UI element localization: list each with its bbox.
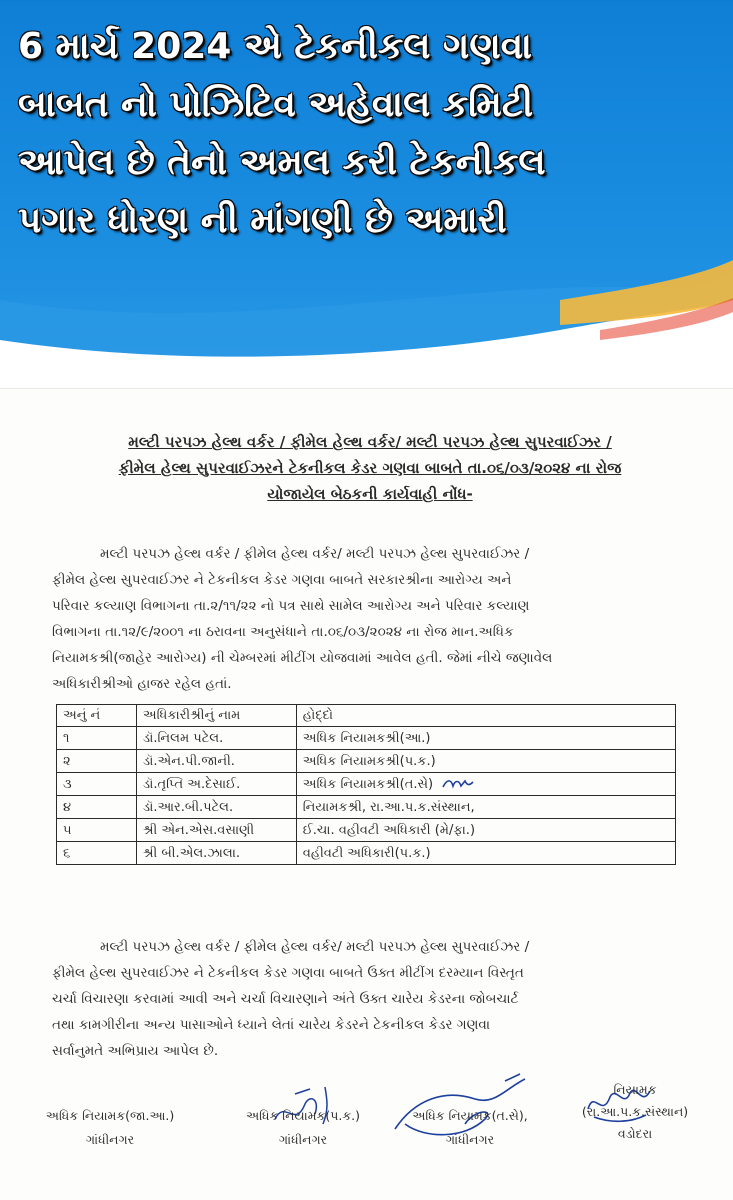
table-cell-designation-text: અધિક નિયામકશ્રી(ત.સે) <box>302 776 434 792</box>
signatory-title: નિયામક <box>613 1082 657 1097</box>
paragraph-line: નિયામકશ્રી(જાહેર આરોગ્ય) ની ચેમ્બરમાં મીટીંગ યોજવામાં આવેલ હતી. જેમાં નીચે જણાવેલ <box>52 650 553 666</box>
column-header-designation: હોદ્દો <box>296 705 675 727</box>
attendees-table <box>56 704 676 865</box>
document-title-line: યોજાયેલ બેઠકની કાર્યવાહી નોંધ- <box>267 485 473 503</box>
table-cell-serial: ૪ <box>57 796 137 819</box>
handwritten-initials <box>441 777 475 791</box>
headline-banner <box>0 0 733 400</box>
table-cell-name: શ્રી બી.એલ.ઝાલા. <box>136 842 296 865</box>
table-cell-serial: ૧ <box>57 727 137 750</box>
table-cell-name: ડૉ.આર.બી.પટેલ. <box>136 796 296 819</box>
headline-line: બાબત નો પોઝિટિવ અહેવાલ કમિટી <box>18 84 534 125</box>
table-cell-designation: વહીવટી અધિકારી(પ.ક.) <box>296 842 675 865</box>
signatory-place: ગાંધીનગર <box>445 1132 495 1147</box>
document-title-line: ફીમેલ હેલ્થ સુપરવાઈઝરને ટેકનીકલ કેડર ગણવા બાબતે તા.૦૬/૦૩/૨૦૨૪ ના રોજ <box>118 459 622 477</box>
column-header-serial: અનું નં <box>57 705 137 727</box>
paragraph-line: મલ્ટી પરપઝ હેલ્થ વર્કર / ફીમેલ હેલ્થ વર્કર/ મલ્ટી પરપઝ હેલ્થ સુપરવાઈઝર / <box>100 546 530 562</box>
signature-block-2 <box>228 1104 378 1152</box>
signature-block-1 <box>30 1104 190 1152</box>
headline-line: 6 માર્ચ 2024 એ ટેકનીકલ ગણવા <box>18 26 532 67</box>
signatory-subtitle: (રા.આ.પ.ક.સંસ્થાન) <box>581 1104 689 1119</box>
table-row <box>57 796 676 819</box>
paragraph-line: ફીમેલ હેલ્થ સુપરવાઈઝર ને ટેકનીકલ કેડર ગણવા બાબતે સરકારશ્રીના આરોગ્ય અને <box>52 572 512 588</box>
headline-text <box>18 18 718 250</box>
table-cell-designation: નિયામકશ્રી, રા.આ.પ.ક.સંસ્થાન, <box>296 796 675 819</box>
signatory-place: વડોદરા <box>617 1126 653 1141</box>
conclusion-paragraph <box>52 934 692 1064</box>
table-cell-name: ડૉ.તૃપ્તિ અ.દેસાઈ. <box>136 773 296 796</box>
table-cell-designation: અધિક નિયામકશ્રી(પ.ક.) <box>296 750 675 773</box>
table-row <box>57 773 676 796</box>
table-cell-designation <box>296 773 675 796</box>
table-cell-serial: ૫ <box>57 819 137 842</box>
table-cell-name: ડૉ.નિલમ પટેલ. <box>136 727 296 750</box>
signature-block-4 <box>560 1079 710 1145</box>
signatory-title: અધિક નિયામક(પ.ક.) <box>245 1108 361 1123</box>
meeting-minutes-document <box>0 388 733 1200</box>
table-cell-serial: ૨ <box>57 750 137 773</box>
table-row <box>57 727 676 750</box>
table-cell-designation: ઈ.ચા. વહીવટી અધિકારી (મે/ફા.) <box>296 819 675 842</box>
paragraph-line: મલ્ટી પરપઝ હેલ્થ વર્કર / ફીમેલ હેલ્થ વર્કર/ મલ્ટી પરપઝ હેલ્થ સુપરવાઈઝર / <box>100 939 530 955</box>
signature-block-3 <box>395 1104 545 1152</box>
table-cell-name: શ્રી એન.એસ.વસાણી <box>136 819 296 842</box>
paragraph-line: ફીમેલ હેલ્થ સુપરવાઈઝર ને ટેકનીકલ કેડર ગણવા બાબતે ઉક્ત મીટીંગ દરમ્યાન વિસ્તૃત <box>52 965 524 981</box>
signatory-title: અધિક નિયામક(જા.આ.) <box>45 1108 175 1123</box>
column-header-name: અધિકારીશ્રીનું નામ <box>136 705 296 727</box>
signatory-place: ગાંધીનગર <box>85 1132 135 1147</box>
table-row <box>57 750 676 773</box>
table-cell-name: ડૉ.એન.પી.જાની. <box>136 750 296 773</box>
document-title <box>40 429 700 507</box>
document-title-line: મલ્ટી પરપઝ હેલ્થ વર્કર / ફીમેલ હેલ્થ વર્કર/ મલ્ટી પરપઝ હેલ્થ સુપરવાઈઝર / <box>128 433 612 451</box>
table-header-row <box>57 705 676 727</box>
signatory-title: અધિક નિયામક(ત.સે), <box>412 1108 528 1123</box>
paragraph-line: પરિવાર કલ્યાણ વિભાગના તા.૨/૧૧/૨૨ નો પત્ર સાથે સામેલ આરોગ્ય અને પરિવાર કલ્યાણ <box>52 598 530 614</box>
table-cell-designation: અધિક નિયામકશ્રી(આ.) <box>296 727 675 750</box>
paragraph-line: સર્વાનુમતે અભિપ્રાય આપેલ છે. <box>52 1043 219 1059</box>
paragraph-line: તથા કામગીરીના અન્ય પાસાઓને ધ્યાને લેતાં ચારેય કેડરને ટેકનીકલ કેડર ગણવા <box>52 1017 491 1033</box>
table-row <box>57 842 676 865</box>
table-cell-serial: ૬ <box>57 842 137 865</box>
paragraph-line: વિભાગના તા.૧૨/૯/૨૦૦૧ ના ઠરાવના અનુસંધાને તા.૦૬/૦૩/૨૦૨૪ ના રોજ માન.અધિક <box>52 624 514 640</box>
intro-paragraph <box>52 541 692 697</box>
headline-line: પગાર ધોરણ ની માંગણી છે અમારી <box>18 200 507 241</box>
table-row <box>57 819 676 842</box>
paragraph-line: ચર્ચા વિચારણા કરવામાં આવી અને ચર્ચા વિચારણાને અંતે ઉક્ત ચારેય કેડરના જોબચાર્ટ <box>52 991 519 1007</box>
headline-line: આપેલ છે તેનો અમલ કરી ટેકનીકલ <box>18 142 546 183</box>
table-cell-serial: ૩ <box>57 773 137 796</box>
paragraph-line: અધિકારીશ્રીઓ હાજર રહેલ હતાં. <box>52 676 232 692</box>
signatory-place: ગાંધીનગર <box>278 1132 328 1147</box>
